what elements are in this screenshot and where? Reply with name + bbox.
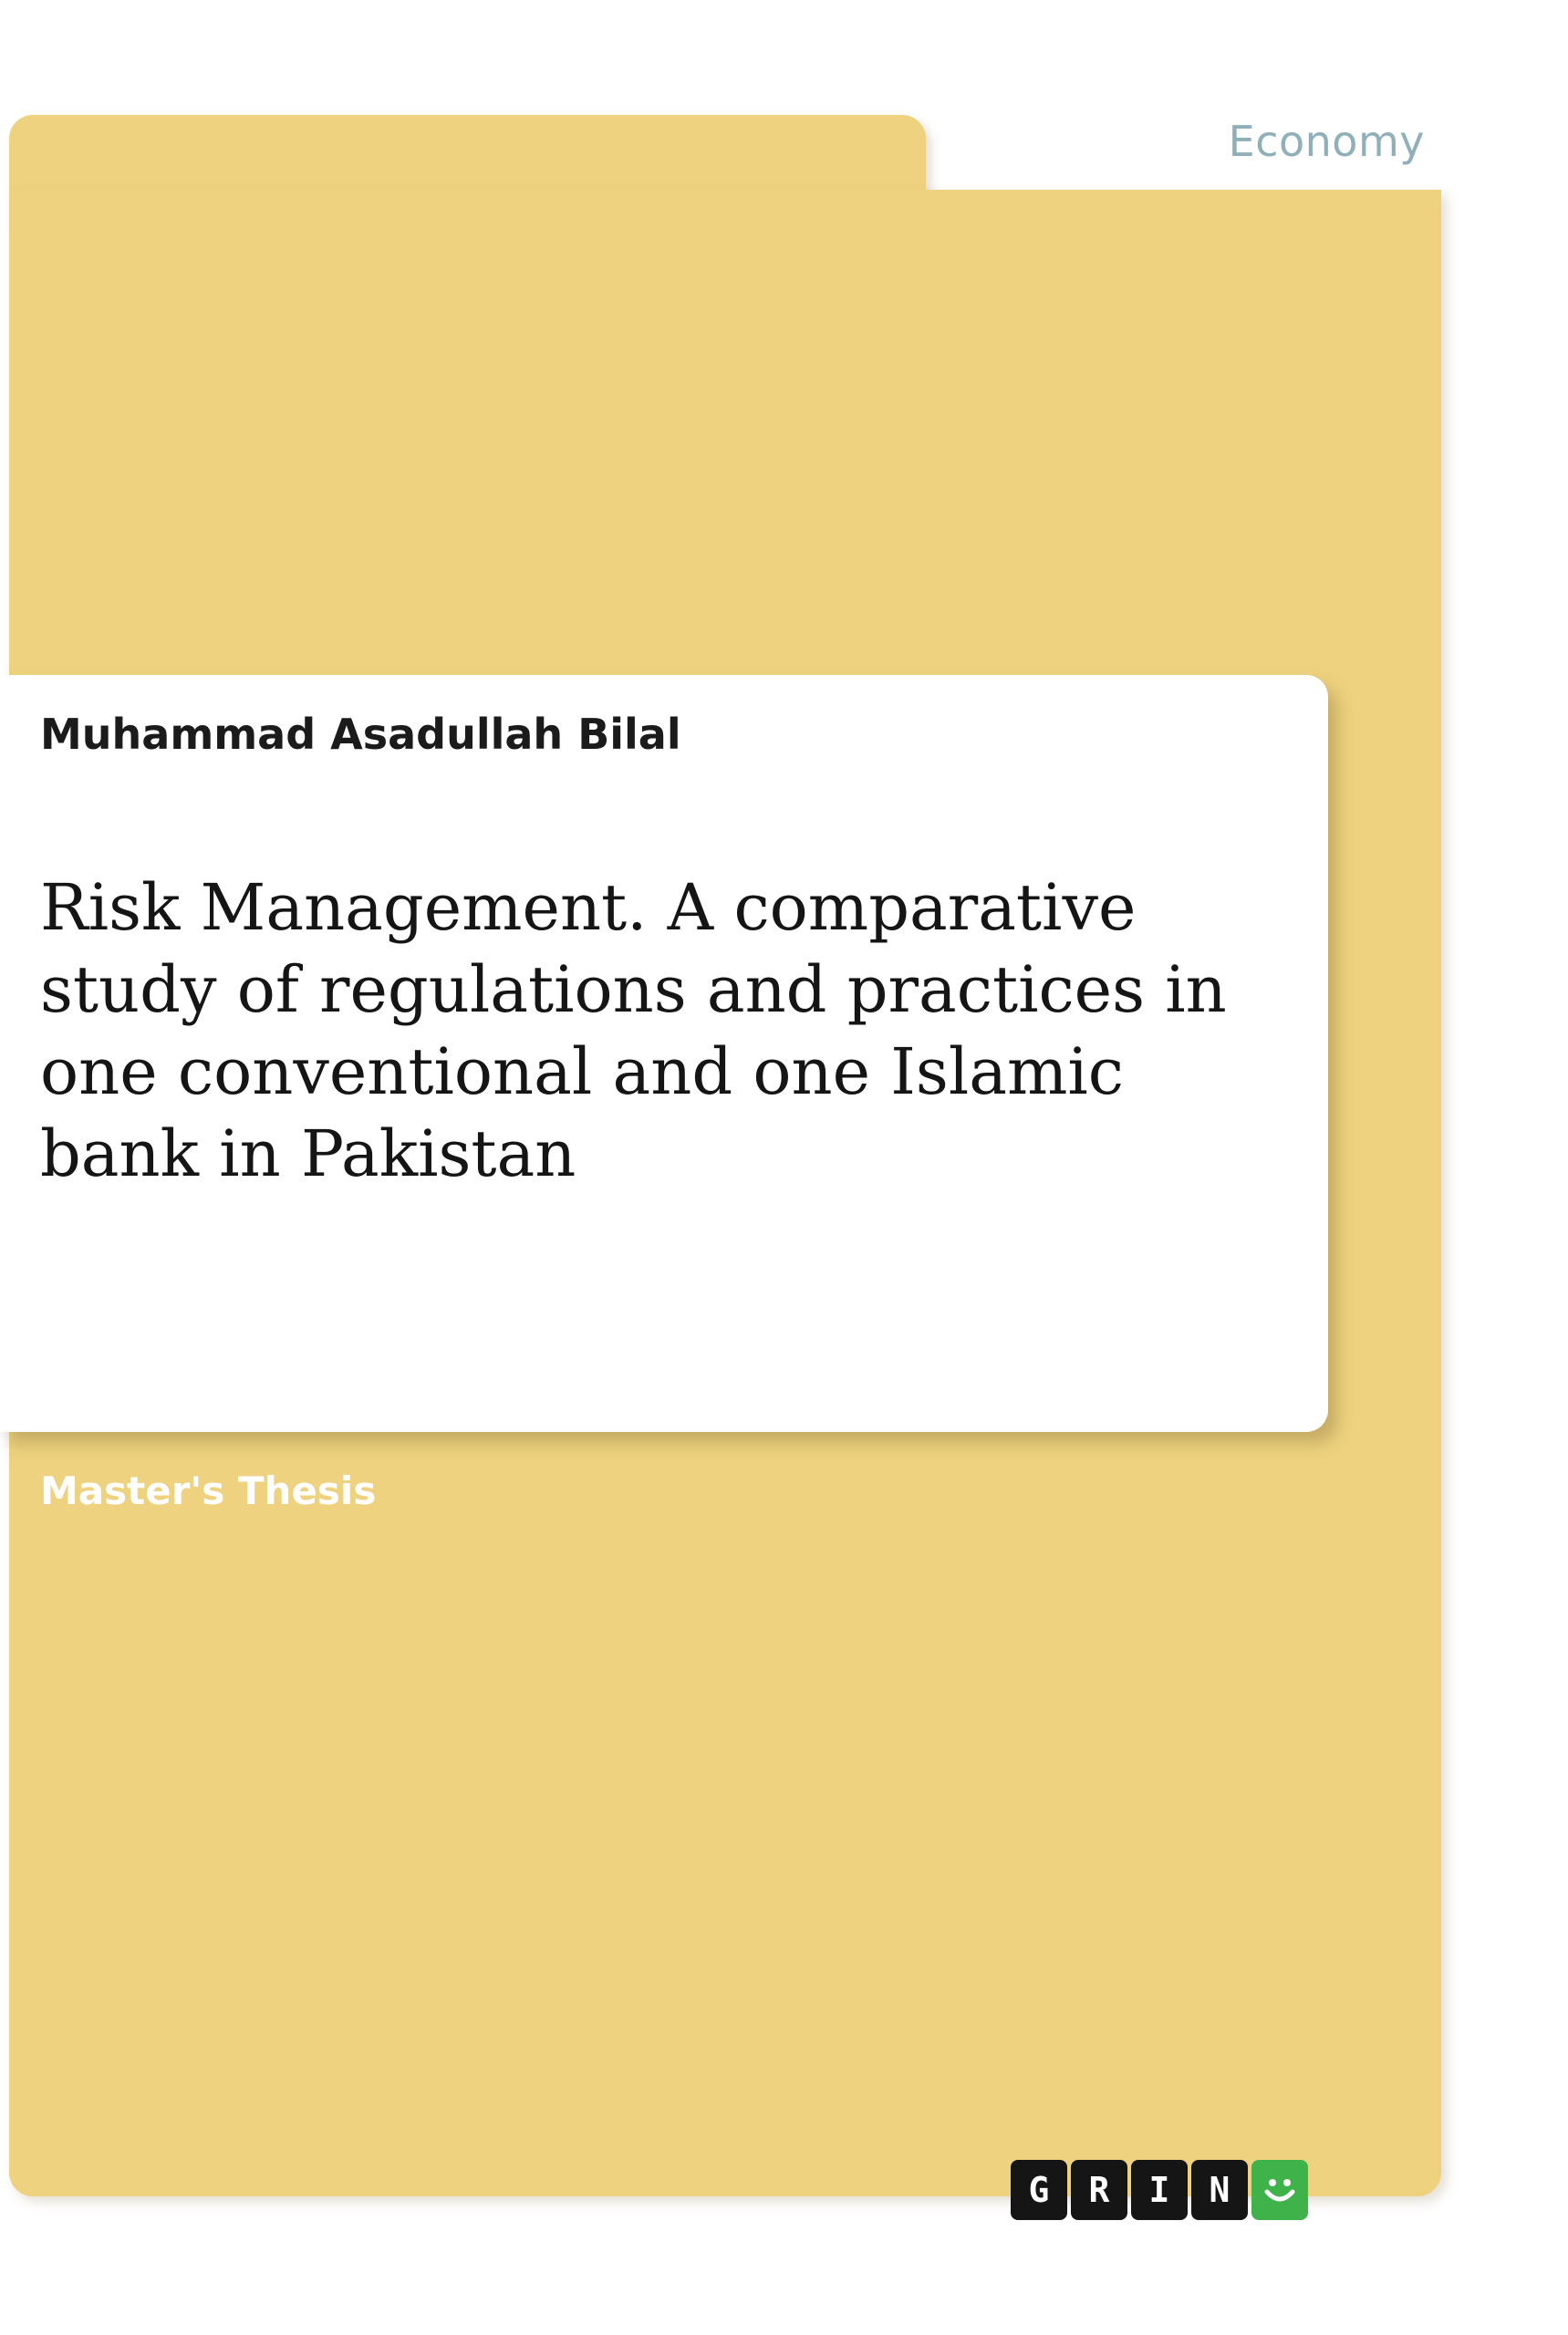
document-type-label: Master's Thesis (40, 1468, 377, 1513)
logo-letter-r: R (1071, 2160, 1127, 2220)
grin-logo (1011, 2160, 1308, 2220)
logo-letter-g: G (1011, 2160, 1067, 2220)
author-name: Muhammad Asadullah Bilal (40, 710, 681, 759)
logo-letter-n: N (1191, 2160, 1248, 2220)
smile-icon (1251, 2160, 1308, 2220)
logo-letter-i: I (1131, 2160, 1188, 2220)
book-title: Risk Management. A comparative study of regulations and practices in one conventional and one Islamic bank in Pakistan (40, 870, 1227, 1191)
category-label: Economy (1228, 117, 1425, 166)
